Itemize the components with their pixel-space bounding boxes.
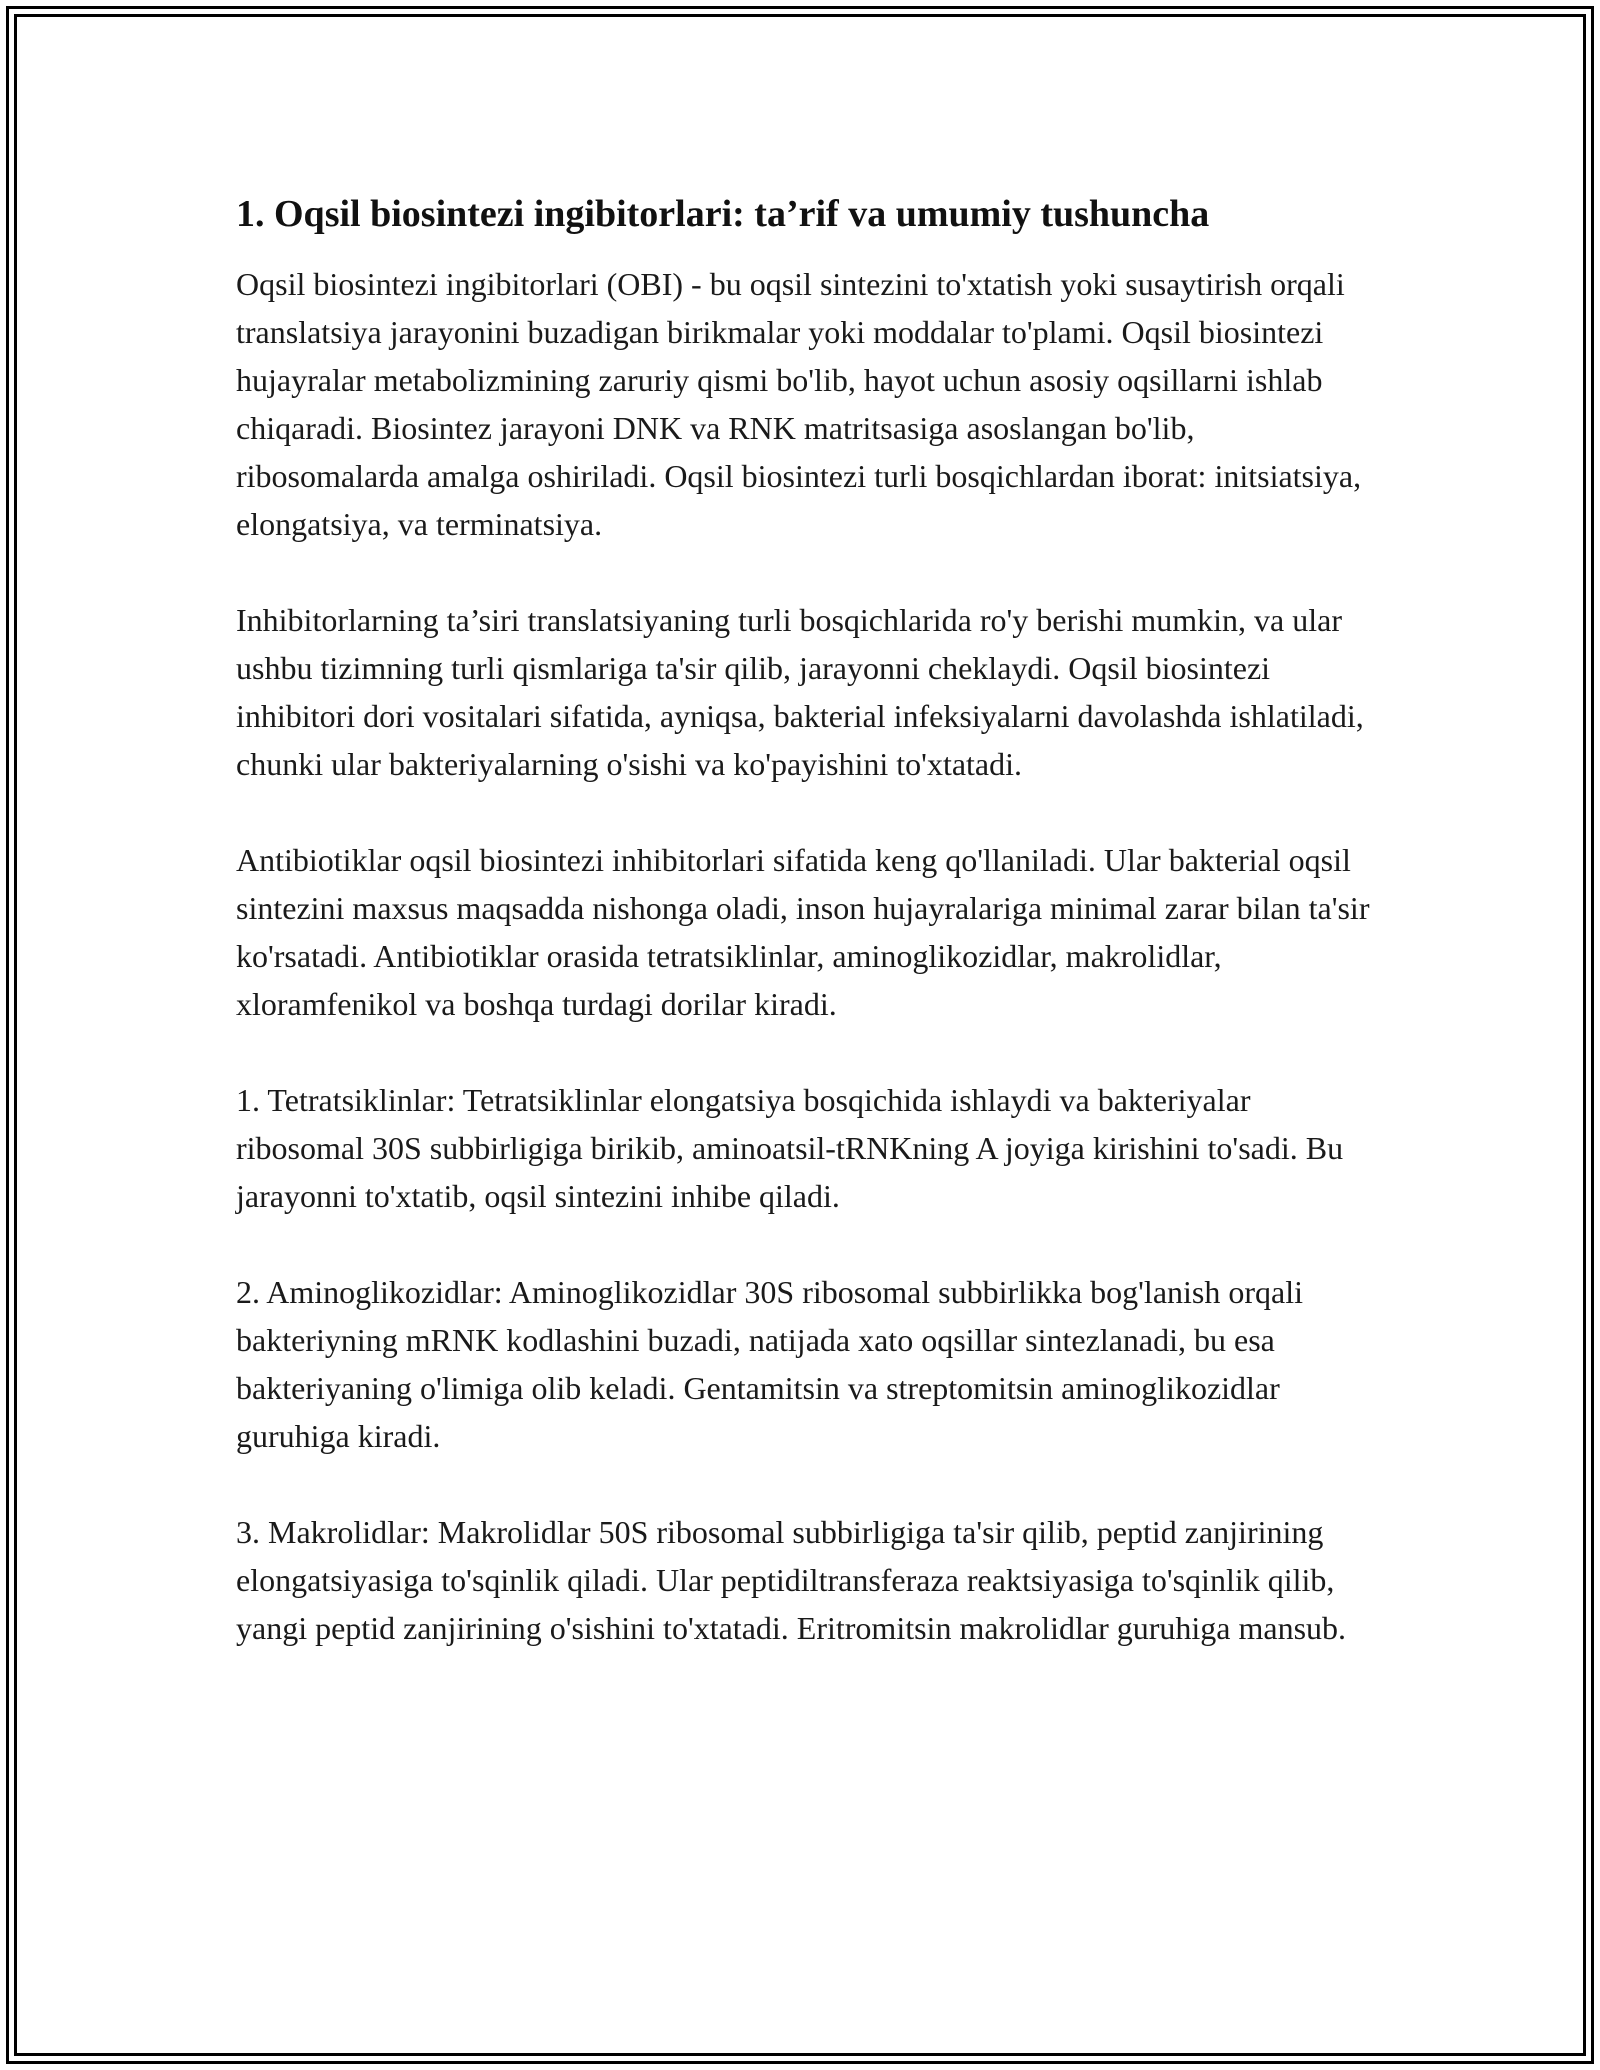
paragraph-tetracyclines: 1. Tetratsiklinlar: Tetratsiklinlar elongatsiya bosqichida ishlaydi va bakteriyalar ribosomal 30S subbirligiga birikib, aminoatsil-tRNKning A joyiga kirishini to'sadi. Bu jarayonni to'xtatib, oqsil sintezini inhibe qiladi. [236, 1082, 1344, 1214]
paragraph-definition: Oqsil biosintezi ingibitorlari (OBI) - bu oqsil sintezini to'xtatish yoki susaytirish orqali translatsiya jarayonini buzadigan birikmalar yoki moddalar to'plami. Oqsil biosintezi hujayralar metabolizmining zaruriy qismi bo'lib, hayot uchun asosiy oqsillarni ishlab chiqaradi. Biosintez jarayoni DNK va RNK matritsasiga asoslangan bo'lib, ribosomalarda amalga oshiriladi. Oqsil biosintezi turli bosqichlardan iborat: initsiatsiya, elongatsiya, va terminatsiya. [236, 266, 1362, 542]
paragraph-macrolides: 3. Makrolidlar: Makrolidlar 50S ribosomal subbirligiga ta'sir qilib, peptid zanjirining elongatsiyasiga to'sqinlik qiladi. Ular peptidiltransferaza reaktsiyasiga to'sqinlik qilib, yangi peptid zanjirining o'sishini to'xtatadi. Eritromitsin makrolidlar guruhiga mansub. [236, 1514, 1347, 1646]
paragraph-list [236, 260, 1376, 1652]
paragraph-inhibitor-effect: Inhibitorlarning ta’siri translatsiyaning turli bosqichlarida ro'y berishi mumkin, va ular ushbu tizimning turli qismlariga ta'sir qilib, jarayonni cheklaydi. Oqsil biosintezi inhibitori dori vositalari sifatida, ayniqsa, bakterial infeksiyalarni davolashda ishlatiladi, chunki ular bakteriyalarning o'sishi va ko'payishini to'xtatadi. [236, 602, 1364, 782]
document-content [236, 188, 1376, 1700]
paragraph-antibiotics: Antibiotiklar oqsil biosintezi inhibitorlari sifatida keng qo'llaniladi. Ular bakterial oqsil sintezini maxsus maqsadda nishonga oladi, inson hujayralariga minimal zarar bilan ta'sir ko'rsatadi. Antibiotiklar orasida tetratsiklinlar, aminoglikozidlar, makrolidlar, xloramfenikol va boshqa turdagi dorilar kiradi. [236, 842, 1370, 1022]
section-heading: 1. Oqsil biosintezi ingibitorlari: ta’rif va umumiy tushuncha [236, 193, 1210, 235]
paragraph-aminoglycosides: 2. Aminoglikozidlar: Aminoglikozidlar 30S ribosomal subbirlikka bog'lanish orqali bakteriyning mRNK kodlashini buzadi, natijada xato oqsillar sintezlanadi, bu esa bakteriyaning o'limiga olib keladi. Gentamitsin va streptomitsin aminoglikozidlar guruhiga kiradi. [236, 1274, 1303, 1454]
